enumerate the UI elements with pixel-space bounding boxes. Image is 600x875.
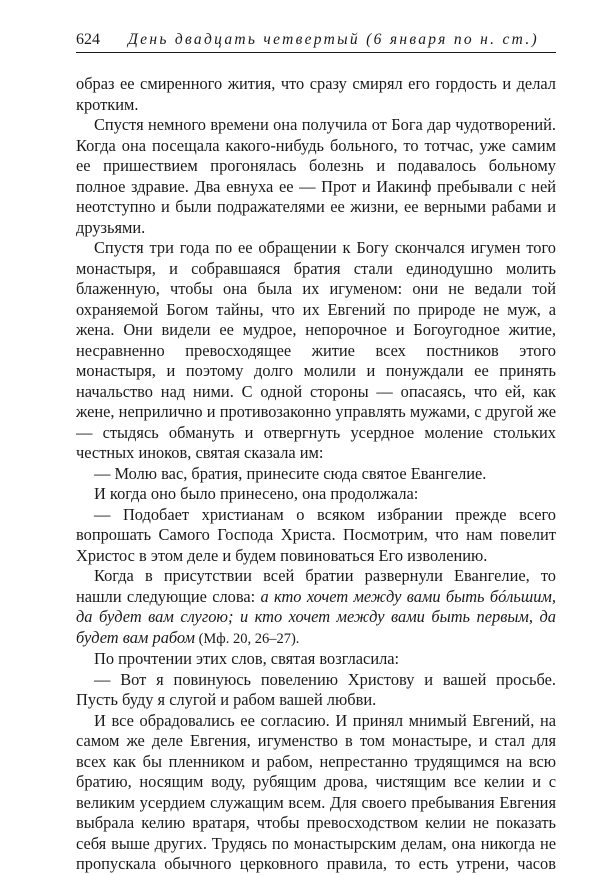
paragraph: И когда оно было принесено, она продолжала: bbox=[94, 484, 419, 503]
paragraph: И все обрадовались ее согласию. И принял мнимый Евгений, на самом же деле Евгения, игуменство в том монастыре, и стал для всех как бы пленником и рабом, непрестанно трудящимся на всю братию, носящим воду, рубящим дрова, чистящим все келии и с великим усердием служащим всем. Для своего пребывания Евгения выбрала келию вратаря, чтобы превосходством келии не показать себя выше других. Трудясь по монастырским делам, она никогда не пропускала обычного церковного правила, то есть утрени, часов bbox=[76, 710, 556, 873]
paragraph: — Вот я повинуюсь повелению Христову и вашей просьбе. Пусть буду я слугой и рабом вашей любви. bbox=[76, 669, 556, 709]
page-header bbox=[76, 30, 556, 53]
scripture-reference: (Мф. 20, 26–27). bbox=[194, 630, 300, 647]
scripture-quote: а кто хочет между вами быть бóльшим, да будет вам слугою; и кто хочет между вами быть первым, да будет вам рабом bbox=[76, 586, 556, 647]
body-text bbox=[76, 74, 556, 875]
paragraph: По прочтении этих слов, святая возгласила: bbox=[94, 649, 400, 668]
running-head: День двадцать четвертый (6 января по н. ст.) bbox=[128, 31, 539, 48]
paragraph: Спустя немного времени она получила от Бога дар чудотворений. Когда она посещала какого-нибудь больного, то тотчас, уже самим ее пришествием прогонялась болезнь и подавалось больному полное здравие. Два евнуха ее — Прот и Иакинф пребывали с ней неотступно и были подражателями ее жизни, ее верными рабами и друзьями. bbox=[76, 115, 556, 237]
paragraph: образ ее смиренного жития, что сразу смирял его гордость и делал кротким. bbox=[76, 74, 556, 114]
paragraph: — Молю вас, братия, принесите сюда святое Евангелие. bbox=[94, 463, 487, 483]
paragraph-lead: Когда в присутствии всей братии развернули Евангелие, то нашли следующие слова: bbox=[76, 566, 556, 606]
paragraph: Спустя три года по ее обращении к Богу скончался игумен того монастыря, и собравшаяся братия стали единодушно молить блаженную, чтобы она была их игуменом: они не ведали той охраняемой Богом тайны, что их Евгений по природе не муж, а жена. Они видели ее мудрое, непорочное и Богоугодное житие, несравненно превосходящее житие всех постников этого монастыря, и поэтому долго молили и понуждали ее принять начальство над ними. С одной стороны — опасаясь, что ей, как жене, неприлично и противозаконно управлять мужами, с другой же — стыдясь обмануть и отвергнуть усердное моление стольких честных иноков, святая сказала им: bbox=[76, 238, 556, 462]
page-number: 624 bbox=[76, 31, 100, 48]
paragraph: — Подобает христианам о всяком избрании прежде всего вопрошать Самого Господа Христа. Посмотрим, что нам повелит Христос в этом деле и будем повиноваться Его изволению. bbox=[76, 504, 556, 565]
paragraph-with-quote bbox=[76, 566, 556, 649]
